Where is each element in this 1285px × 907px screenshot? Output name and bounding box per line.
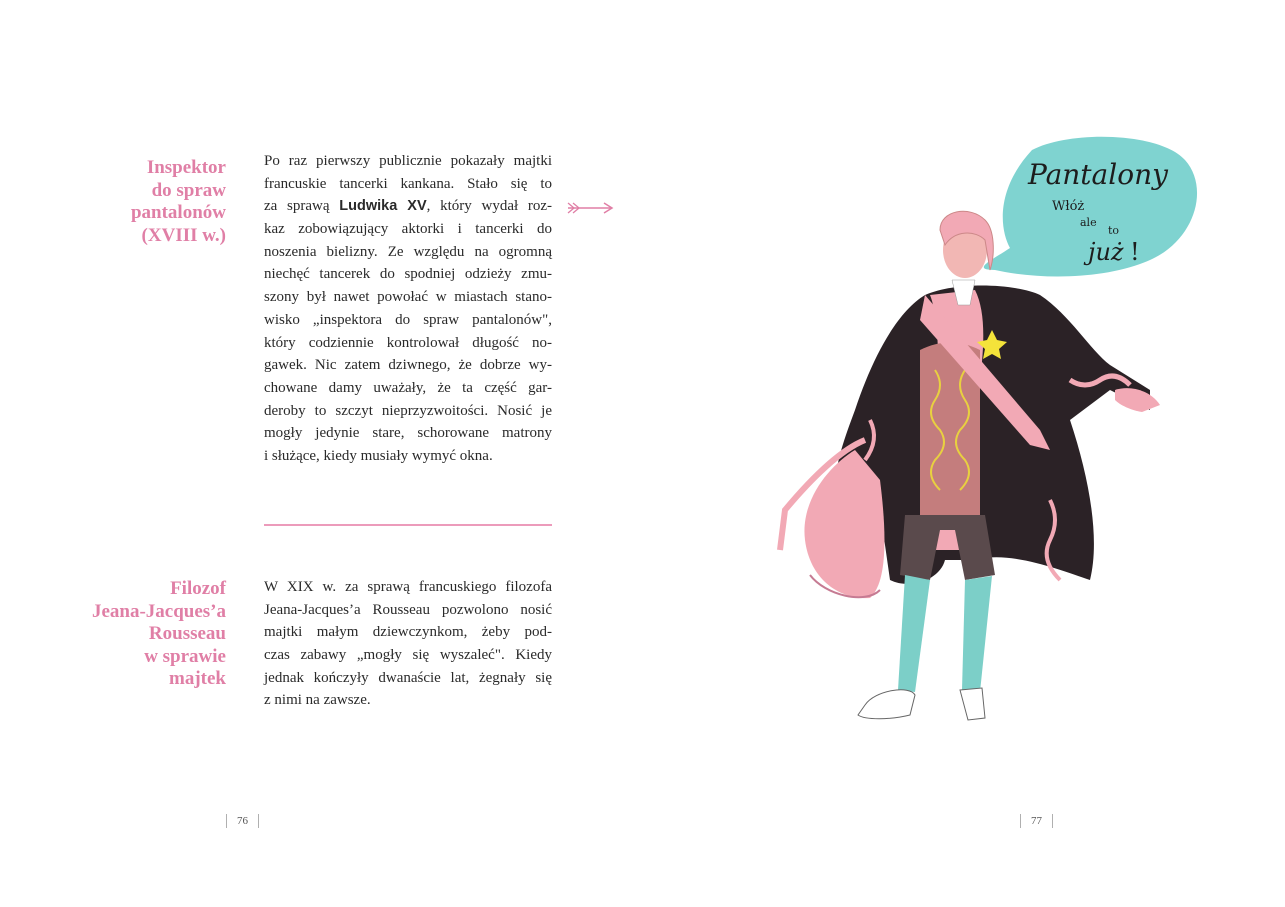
text-fragment: , który wydał roz- [426, 198, 553, 215]
page-number-value: 76 [237, 815, 248, 827]
speech-bubble [984, 137, 1197, 277]
section-body-rousseau [264, 576, 552, 712]
page-number-rule [1052, 814, 1053, 828]
text-line: chowane damy uważały, że ta część gar- [264, 379, 552, 396]
text-line: kaz zobowiązujący aktorki i tancerki do [264, 221, 552, 238]
heading-line: pantalonów [130, 202, 226, 223]
bubble-word-pantalony: Pantalony [1028, 158, 1168, 191]
text-line: mogły jedynie stare, schorowane matrony [264, 425, 552, 442]
text-line: gawek. Nic zatem dziwnego, że dobrze wy- [264, 357, 552, 374]
bubble-word-juz: już [1088, 238, 1124, 266]
text-line: Po raz pierwszy publicznie pokazały majtki [264, 153, 552, 169]
section-heading-inspector [50, 157, 226, 247]
king-figure [780, 211, 1160, 720]
heading-line: Inspektor [146, 157, 226, 178]
text-line: niechęć tancerek do spodniej odzieży zmu- [264, 266, 552, 283]
text-line: szony był nawet powołać w miastach stano- [264, 289, 552, 306]
page-number-right [1020, 814, 1053, 828]
page-number-value: 77 [1031, 815, 1042, 827]
page-number-rule [226, 814, 227, 828]
section-body-inspector [264, 150, 552, 468]
page-number-left [226, 814, 259, 828]
heading-line: w sprawie [144, 645, 226, 667]
text-line: jednak kończyły dwanaście lat, żegnały się [264, 669, 552, 686]
heading-line: do spraw [151, 179, 226, 201]
king-louis-xv-illustration [770, 120, 1250, 740]
text-line: który codziennie kontrolował długość no- [264, 334, 552, 351]
text-fragment: za sprawą [264, 198, 330, 215]
text-line: majtki małym dziewczynkom, żeby pod- [264, 624, 552, 641]
page-number-rule [1020, 814, 1021, 828]
text-line [264, 195, 552, 218]
bold-name: Ludwika XV [339, 198, 427, 215]
heading-line: majtek [169, 668, 226, 689]
text-line: deroby to szczyt nieprzyzwoitości. Nosić je [264, 402, 552, 419]
text-line: noszenia bielizny. Ze względu na ogromną [264, 243, 552, 260]
text-line: wisko „inspektora do spraw pantalonów", [264, 311, 552, 328]
heading-line: Jeana-Jacques’a [91, 600, 226, 622]
heading-line: Rousseau [148, 623, 226, 644]
text-line: Jeana-Jacques’a Rousseau pozwolono nosić [264, 601, 552, 618]
heading-line: Filozof [170, 578, 226, 599]
arrow-right-icon [566, 200, 616, 216]
bubble-word-ale: ale [1080, 216, 1097, 229]
text-line: czas zabawy „mogły się wyszaleć". Kiedy [264, 647, 552, 664]
page-number-rule [258, 814, 259, 828]
section-divider [264, 524, 552, 526]
text-line: z nimi na zawsze. [264, 692, 371, 709]
bubble-exclaim: ! [1130, 238, 1140, 266]
bubble-word-wloz: Włóż [1052, 199, 1085, 214]
text-line: W XIX w. za sprawą francuskiego filozofa [264, 579, 552, 595]
text-line: francuskie tancerki kankana. Stało się to [264, 175, 552, 192]
section-heading-rousseau [50, 578, 226, 691]
text-line: i służące, kiedy musiały wymyć okna. [264, 447, 493, 464]
heading-line: (XVIII w.) [141, 224, 226, 246]
bubble-word-to: to [1108, 224, 1120, 237]
